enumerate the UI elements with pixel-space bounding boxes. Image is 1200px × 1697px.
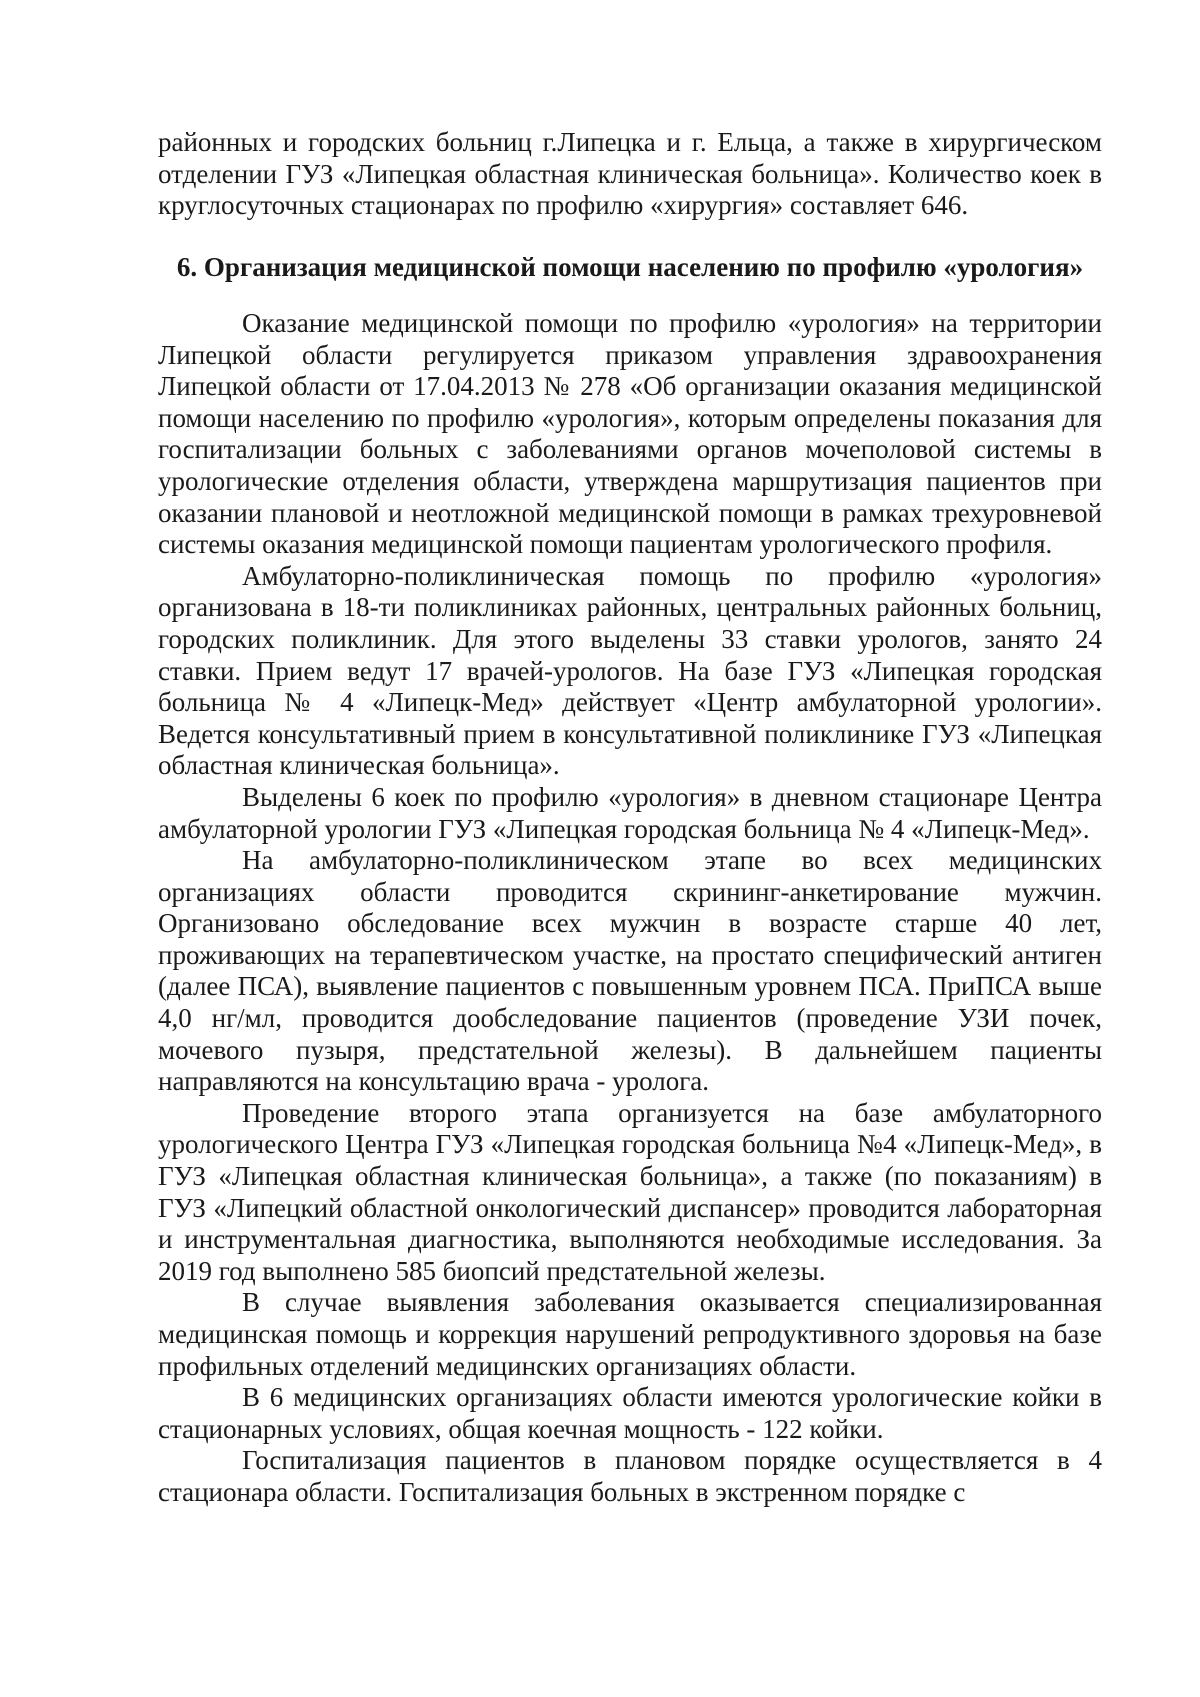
section-body	[158, 308, 1102, 1509]
continuation-paragraph-block	[158, 127, 1102, 222]
paragraph-hospitalization: Госпитализация пациентов в плановом порядке осуществляется в 4 стационара области. Госпитализация больных в экстренном порядке с	[158, 1445, 1102, 1507]
paragraph-specialized-care: В случае выявления заболевания оказывается специализированная медицинская помощь и коррекция нарушений репродуктивного здоровья на базе профильных отделений медицинских организациях области.	[158, 1287, 1102, 1381]
section-heading: 6. Организация медицинской помощи населению по профилю «урология»	[176, 252, 1084, 282]
paragraph-day-hospital: Выделены 6 коек по профилю «урология» в дневном стационаре Центра амбулаторной урологии ГУЗ «Липецкая городская больница № 4 «Липецк-Мед».	[158, 781, 1102, 844]
paragraph-screening: На амбулаторно-поликлиническом этапе во всех медицинских организациях области проводится скрининг-анкетирование мужчин. Организовано обследование всех мужчин в возрасте старше 40 лет, проживающих на терапевтическом участке, на простато специфический антиген (далее ПСА), выявление пациентов с повышенным уровнем ПСА. ПриПСА выше 4,0 нг/мл, проводится дообследование пациентов (проведение УЗИ почек, мочевого пузыря, предстательной железы). В дальнейшем пациенты направляются на консультацию врача - уролога.	[158, 845, 1102, 1097]
paragraph-second-stage: Проведение второго этапа организуется на базе амбулаторного урологического Центра ГУЗ «Липецкая городская больница №4 «Липецк-Мед», в ГУЗ «Липецкая областная клиническая больница», а также (по показаниям) в ГУЗ «Липецкий областной онкологический диспансер» проводится лабораторная и инструментальная диагностика, выполняются необходимые исследования. За 2019 год выполнено 585 биопсий предстательной железы.	[158, 1097, 1102, 1286]
continuation-paragraph: районных и городских больниц г.Липецка и г. Ельца, а также в хирургическом отделении ГУЗ «Липецкая областная клиническая больница». Количество коек в круглосуточных стационарах по профилю «хирургия» составляет 646.	[158, 127, 1102, 221]
paragraph-outpatient-care: Амбулаторно-поликлиническая помощь по профилю «урология» организована в 18-ти поликлиниках районных, центральных районных больниц, городских поликлиник. Для этого выделены 33 ставки урологов, занято 24 ставки. Прием ведут 17 врачей-урологов. На базе ГУЗ «Липецкая городская больница № 4 «Липецк-Мед» действует «Центр амбулаторной урологии». Ведется консультативный прием в консультативной поликлинике ГУЗ «Липецкая областная клиническая больница».	[158, 560, 1102, 781]
paragraph-inpatient-beds: В 6 медицинских организациях области имеются урологические койки в стационарных условиях, общая коечная мощность - 122 койки.	[158, 1382, 1102, 1444]
paragraph-regulation: Оказание медицинской помощи по профилю «урология» на территории Липецкой области регулируется приказом управления здравоохранения Липецкой области от 17.04.2013 № 278 «Об организации оказания медицинской помощи населению по профилю «урология», которым определены показания для госпитализации больных с заболеваниями органов мочеполовой системы в урологические отделения области, утверждена маршрутизация пациентов при оказании плановой и неотложной медицинской помощи в рамках трехуровневой системы оказания медицинской помощи пациентам урологического профиля.	[158, 308, 1102, 560]
